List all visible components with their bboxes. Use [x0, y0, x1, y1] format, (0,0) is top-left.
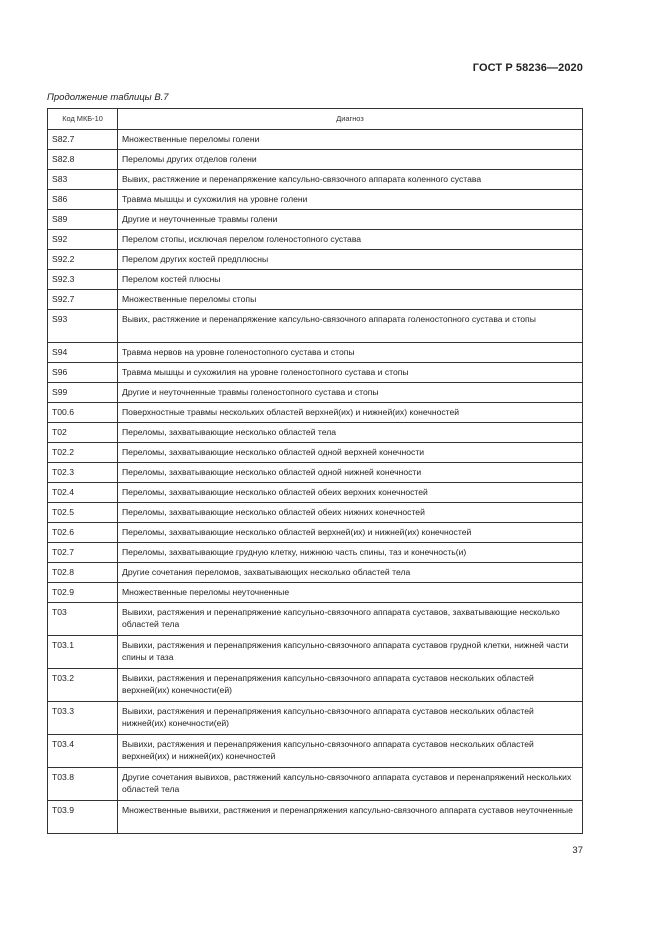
icd-code-cell: S94	[48, 343, 118, 363]
icd-code-cell: T03	[48, 603, 118, 636]
icd-code-cell: T03.2	[48, 669, 118, 702]
diagnosis-cell: Вывих, растяжение и перенапряжение капсульно-связочного аппарата голеностопного сустава и стопы	[118, 310, 583, 343]
icd-code-cell: S92.3	[48, 270, 118, 290]
table-row	[48, 383, 583, 403]
diagnosis-cell: Вывихи, растяжения и перенапряжения капсульно-связочного аппарата суставов нескольких областей верхней(их) и нижней(их) конечностей	[118, 735, 583, 768]
diagnosis-cell: Перелом стопы, исключая перелом голеностопного сустава	[118, 230, 583, 250]
icd-code-cell: T03.3	[48, 702, 118, 735]
icd-code-cell: S92.7	[48, 290, 118, 310]
diagnosis-cell: Другие сочетания вывихов, растяжений капсульно-связочного аппарата суставов и перенапряжений нескольких областей тела	[118, 768, 583, 801]
table-row	[48, 702, 583, 735]
diagnosis-cell: Множественные переломы стопы	[118, 290, 583, 310]
table-row	[48, 768, 583, 801]
icd-code-cell: S86	[48, 190, 118, 210]
table-row	[48, 801, 583, 834]
icd-code-cell: T02.4	[48, 483, 118, 503]
icd-code-cell: T00.6	[48, 403, 118, 423]
diagnosis-cell: Переломы, захватывающие несколько областей верхней(их) и нижней(их) конечностей	[118, 523, 583, 543]
table-row	[48, 170, 583, 190]
icd-code-cell: S96	[48, 363, 118, 383]
icd-code-cell: S99	[48, 383, 118, 403]
icd-code-cell: S83	[48, 170, 118, 190]
table-row	[48, 270, 583, 290]
diagnosis-cell: Вывих, растяжение и перенапряжение капсульно-связочного аппарата коленного сустава	[118, 170, 583, 190]
diagnosis-cell: Травма мышцы и сухожилия на уровне голеностопного сустава и стопы	[118, 363, 583, 383]
diagnosis-cell: Поверхностные травмы нескольких областей верхней(их) и нижней(их) конечностей	[118, 403, 583, 423]
diagnosis-cell: Переломы, захватывающие несколько областей обеих верхних конечностей	[118, 483, 583, 503]
icd-code-cell: T02	[48, 423, 118, 443]
table-row	[48, 483, 583, 503]
table-row	[48, 543, 583, 563]
diagnosis-cell: Переломы, захватывающие несколько областей тела	[118, 423, 583, 443]
diagnosis-cell: Переломы, захватывающие грудную клетку, нижнюю часть спины, таз и конечность(и)	[118, 543, 583, 563]
diagnosis-cell: Другие сочетания переломов, захватывающих несколько областей тела	[118, 563, 583, 583]
icd-code-cell: T02.7	[48, 543, 118, 563]
diagnosis-cell: Множественные переломы голени	[118, 130, 583, 150]
diagnosis-cell: Другие и неуточненные травмы голеностопного сустава и стопы	[118, 383, 583, 403]
diagnosis-cell: Травма нервов на уровне голеностопного сустава и стопы	[118, 343, 583, 363]
document-id: ГОСТ Р 58236—2020	[472, 62, 583, 74]
table-row	[48, 343, 583, 363]
table-row	[48, 443, 583, 463]
table-row	[48, 463, 583, 483]
column-header-code: Код МКБ-10	[48, 109, 118, 130]
diagnosis-cell: Множественные переломы неуточненные	[118, 583, 583, 603]
table-row	[48, 210, 583, 230]
table-row	[48, 583, 583, 603]
table-row	[48, 603, 583, 636]
table-row	[48, 503, 583, 523]
diagnosis-cell: Травма мышцы и сухожилия на уровне голени	[118, 190, 583, 210]
icd-code-cell: T02.2	[48, 443, 118, 463]
table-header-row	[48, 109, 583, 130]
table-row	[48, 190, 583, 210]
diagnosis-cell: Перелом других костей предплюсны	[118, 250, 583, 270]
table-row	[48, 523, 583, 543]
table-row	[48, 230, 583, 250]
table-row	[48, 130, 583, 150]
table-row	[48, 310, 583, 343]
table-row	[48, 250, 583, 270]
diagnosis-cell: Вывихи, растяжения и перенапряжение капсульно-связочного аппарата суставов, захватывающие несколько областей тела	[118, 603, 583, 636]
icd-code-cell: T03.8	[48, 768, 118, 801]
icd-code-cell: S93	[48, 310, 118, 343]
table-row	[48, 150, 583, 170]
diagnosis-cell: Множественные вывихи, растяжения и перенапряжения капсульно-связочного аппарата суставов неуточненные	[118, 801, 583, 834]
table-row	[48, 735, 583, 768]
diagnosis-cell: Вывихи, растяжения и перенапряжения капсульно-связочного аппарата суставов нескольких областей верхней(их) конечности(ей)	[118, 669, 583, 702]
diagnosis-table	[47, 108, 583, 834]
table-row	[48, 363, 583, 383]
table-row	[48, 403, 583, 423]
icd-code-cell: S92	[48, 230, 118, 250]
diagnosis-cell: Переломы, захватывающие несколько областей одной верхней конечности	[118, 443, 583, 463]
icd-code-cell: T03.9	[48, 801, 118, 834]
diagnosis-cell: Переломы других отделов голени	[118, 150, 583, 170]
column-header-diagnosis: Диагноз	[118, 109, 583, 130]
diagnosis-cell: Вывихи, растяжения и перенапряжения капсульно-связочного аппарата суставов нескольких областей нижней(их) конечности(ей)	[118, 702, 583, 735]
icd-code-cell: T03.1	[48, 636, 118, 669]
icd-code-cell: S92.2	[48, 250, 118, 270]
icd-code-cell: S82.7	[48, 130, 118, 150]
table-row	[48, 423, 583, 443]
icd-code-cell: S82.8	[48, 150, 118, 170]
table-row	[48, 290, 583, 310]
icd-code-cell: T02.3	[48, 463, 118, 483]
diagnosis-cell: Другие и неуточненные травмы голени	[118, 210, 583, 230]
diagnosis-cell: Переломы, захватывающие несколько областей одной нижней конечности	[118, 463, 583, 483]
table-row	[48, 669, 583, 702]
diagnosis-cell: Перелом костей плюсны	[118, 270, 583, 290]
diagnosis-cell: Вывихи, растяжения и перенапряжения капсульно-связочного аппарата суставов грудной клетки, нижней части спины и таза	[118, 636, 583, 669]
table-row	[48, 563, 583, 583]
icd-code-cell: T02.9	[48, 583, 118, 603]
icd-code-cell: T02.8	[48, 563, 118, 583]
icd-code-cell: T03.4	[48, 735, 118, 768]
icd-code-cell: T02.5	[48, 503, 118, 523]
icd-code-cell: T02.6	[48, 523, 118, 543]
table-row	[48, 636, 583, 669]
page-number: 37	[572, 845, 583, 856]
icd-code-cell: S89	[48, 210, 118, 230]
diagnosis-cell: Переломы, захватывающие несколько областей обеих нижних конечностей	[118, 503, 583, 523]
table-caption: Продолжение таблицы В.7	[47, 92, 169, 103]
